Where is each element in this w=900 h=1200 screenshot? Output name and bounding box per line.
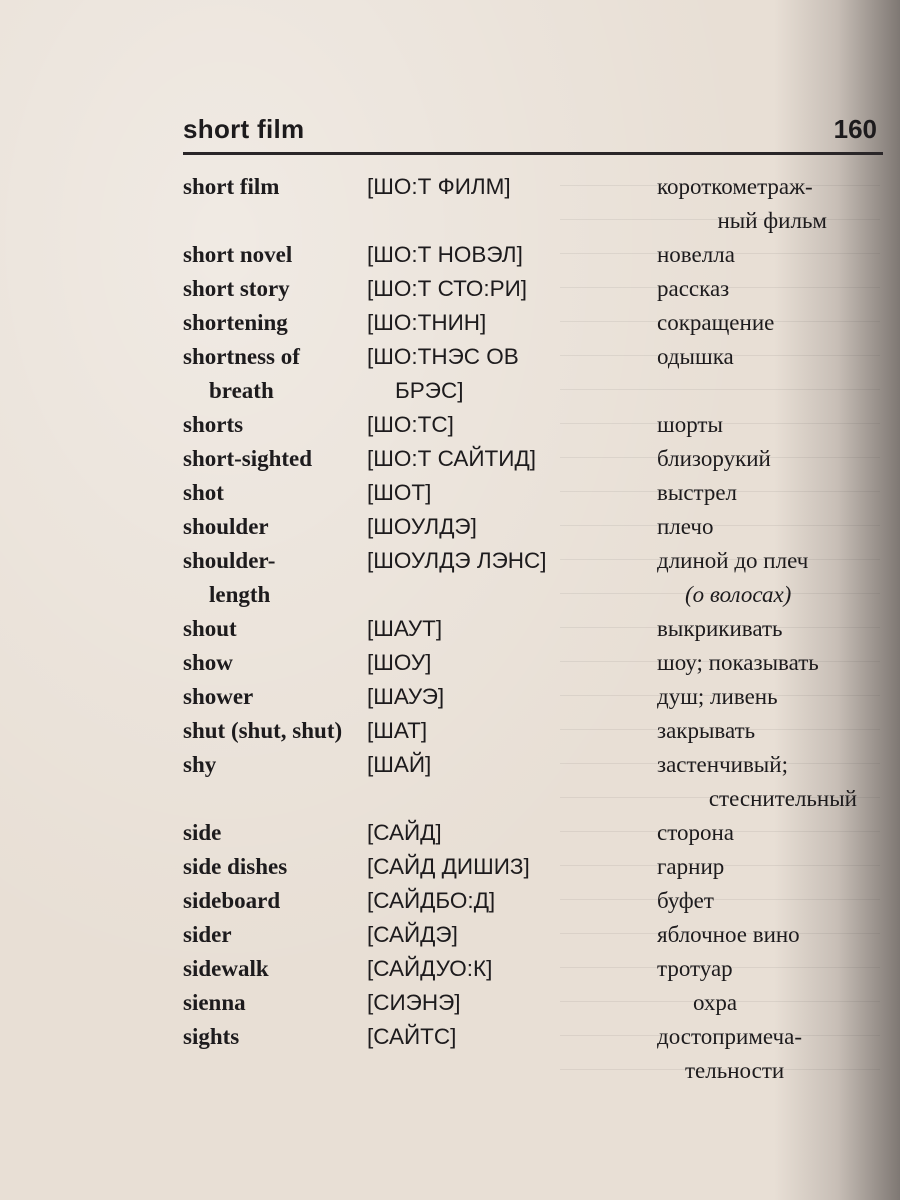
entry-row: [183, 1020, 873, 1054]
headword: sidewalk: [183, 956, 269, 981]
translation: яблочное вино: [657, 922, 800, 947]
translation: тротуар: [657, 956, 733, 981]
headword: breath: [209, 378, 274, 403]
translation: выстрел: [657, 480, 738, 505]
translation: стеснительный: [708, 786, 857, 811]
translation: душ; ливень: [657, 684, 778, 709]
headword: [183, 782, 367, 816]
headword: shoulder-: [183, 548, 276, 573]
translation: шоу; показывать: [657, 650, 819, 675]
headword: shower: [183, 684, 254, 709]
translation: сторона: [657, 820, 734, 845]
translation: близорукий: [657, 446, 771, 471]
transcription: [ШОУ]: [367, 650, 432, 675]
headword: shut (shut, shut): [183, 718, 343, 743]
transcription: [367, 578, 657, 612]
transcription: [367, 782, 657, 816]
headword: short story: [183, 276, 290, 301]
entry-row-continuation: [183, 204, 873, 238]
transcription: [ШАТ]: [367, 718, 428, 743]
entry-row-continuation: [183, 374, 873, 408]
translation: новелла: [657, 242, 735, 267]
transcription: [ШО:Т НОВЭЛ]: [367, 242, 523, 267]
translation: короткометраж-: [657, 174, 813, 199]
entry-row: [183, 170, 873, 204]
page-header: [183, 112, 883, 152]
headword: show: [183, 650, 233, 675]
translation: рассказ: [657, 276, 730, 301]
transcription: [ШОУЛДЭ]: [367, 514, 477, 539]
entry-row: [183, 612, 873, 646]
transcription: [САЙДЭ]: [367, 922, 458, 947]
entry-row: [183, 476, 873, 510]
entry-row: [183, 442, 873, 476]
transcription: [367, 1054, 657, 1088]
translation: длиной до плеч: [657, 548, 809, 573]
running-head: short film: [183, 114, 305, 144]
transcription: [САЙТС]: [367, 1024, 457, 1049]
transcription: [САЙДБО:Д]: [367, 888, 496, 913]
headword: length: [209, 582, 271, 607]
transcription: [ШОТ]: [367, 480, 432, 505]
headword: shot: [183, 480, 224, 505]
headword: shout: [183, 616, 237, 641]
translation: застенчивый;: [657, 752, 788, 777]
headword: sienna: [183, 990, 246, 1015]
headword: shortness of: [183, 344, 300, 369]
translation: охра: [693, 990, 738, 1015]
entry-row: [183, 646, 873, 680]
entry-row: [183, 850, 873, 884]
entry-row: [183, 884, 873, 918]
translation: выкрикивать: [657, 616, 783, 641]
transcription: [ШО:ТС]: [367, 412, 454, 437]
headword: shorts: [183, 412, 244, 437]
translation: гарнир: [657, 854, 725, 879]
headword: shortening: [183, 310, 288, 335]
entry-row: [183, 816, 873, 850]
transcription: [ШО:Т САЙТИД]: [367, 446, 536, 471]
entry-row: [183, 272, 873, 306]
headword: short novel: [183, 242, 293, 267]
headword: [183, 1054, 367, 1088]
transcription: [367, 204, 657, 238]
translation: достопримеча-: [657, 1024, 802, 1049]
transcription: БРЭС]: [395, 378, 464, 403]
entry-row-continuation: [183, 1054, 873, 1088]
transcription: [ШОУЛДЭ ЛЭНС]: [367, 548, 547, 573]
entry-row: [183, 748, 873, 782]
entry-row: [183, 714, 873, 748]
entry-row-continuation: [183, 578, 873, 612]
translation: шорты: [657, 412, 723, 437]
page-number: 160: [833, 114, 877, 144]
headword: side dishes: [183, 854, 288, 879]
translation: буфет: [657, 888, 714, 913]
transcription: [ШАУЭ]: [367, 684, 445, 709]
translation: сокращение: [657, 310, 775, 335]
translation: закрывать: [657, 718, 756, 743]
transcription: [СИЭНЭ]: [367, 990, 461, 1015]
entry-row: [183, 544, 873, 578]
translation: тельности: [685, 1058, 785, 1083]
entry-list: [183, 170, 873, 1088]
headword: [183, 204, 367, 238]
headword: sider: [183, 922, 232, 947]
headword: short film: [183, 174, 280, 199]
entry-row: [183, 510, 873, 544]
translation: (о волосах): [685, 582, 792, 607]
entry-row: [183, 238, 873, 272]
entry-row: [183, 986, 873, 1020]
entry-row: [183, 340, 873, 374]
headword: shy: [183, 752, 217, 777]
transcription: [САЙД ДИШИЗ]: [367, 854, 530, 879]
entry-row: [183, 680, 873, 714]
transcription: [САЙДУО:К]: [367, 956, 493, 981]
transcription: [ШО:ТНИН]: [367, 310, 487, 335]
translation: одышка: [657, 344, 734, 369]
headword: short-sighted: [183, 446, 313, 471]
transcription: [ШО:Т СТО:РИ]: [367, 276, 528, 301]
entry-row: [183, 918, 873, 952]
headword: side: [183, 820, 222, 845]
transcription: [ШАЙ]: [367, 752, 432, 777]
headword: sights: [183, 1024, 240, 1049]
transcription: [ШАУТ]: [367, 616, 443, 641]
entry-row-continuation: [183, 782, 873, 816]
translation: ный фильм: [717, 208, 827, 233]
translation: [657, 374, 873, 408]
entry-row: [183, 952, 873, 986]
transcription: [ШО:ТНЭС ОВ: [367, 344, 519, 369]
entry-row: [183, 306, 873, 340]
headword: shoulder: [183, 514, 269, 539]
transcription: [САЙД]: [367, 820, 442, 845]
header-rule: [183, 152, 883, 155]
headword: sideboard: [183, 888, 281, 913]
transcription: [ШО:Т ФИЛМ]: [367, 174, 511, 199]
entry-row: [183, 408, 873, 442]
translation: плечо: [657, 514, 714, 539]
